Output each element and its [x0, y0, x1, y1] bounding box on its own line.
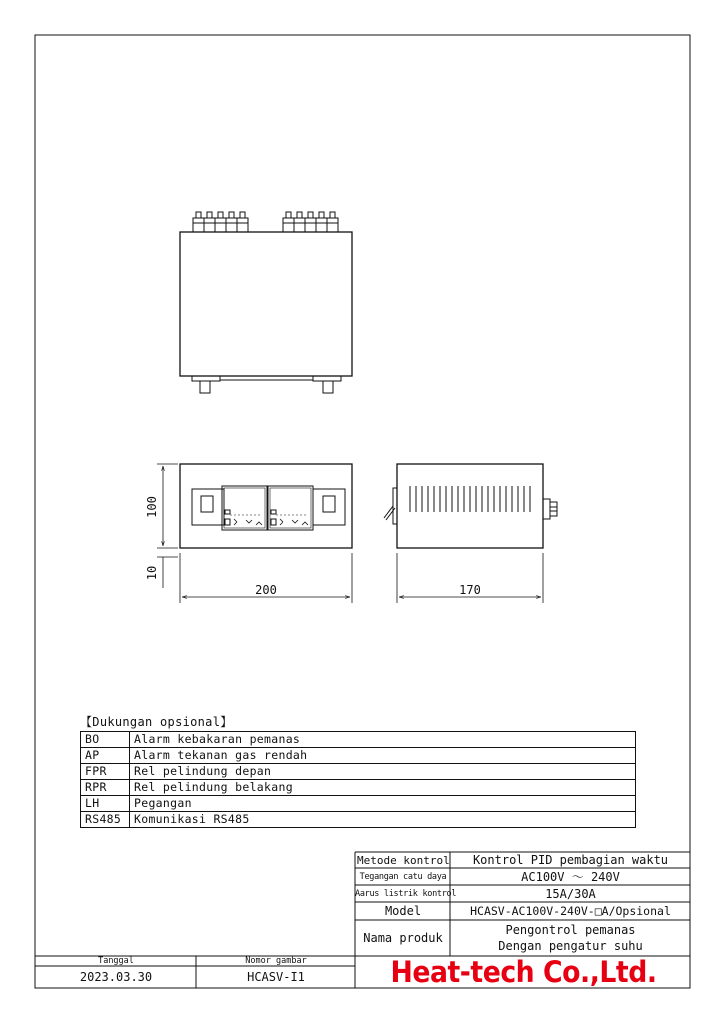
power-switch-left — [192, 489, 224, 525]
date-value: 2023.03.30 — [79, 970, 153, 984]
option-desc: Alarm kebakaran pemanas — [130, 732, 636, 748]
control-method-value: Kontrol PID pembagian waktu — [472, 853, 669, 867]
temperature-controller-2 — [268, 486, 313, 530]
dim-depth-label: 170 — [459, 583, 481, 597]
option-desc: Alarm tekanan gas rendah — [130, 748, 636, 764]
current-value: 15A/30A — [545, 887, 596, 901]
dim-base-label: 10 — [145, 565, 159, 581]
current-label: Aarus listrik kontrol — [355, 889, 457, 899]
option-code: AP — [81, 748, 130, 764]
option-desc: Rel pelindung depan — [130, 764, 636, 780]
dim-height-label: 100 — [145, 496, 159, 518]
options-table — [80, 731, 636, 828]
control-method-label: Metode kontrol — [357, 854, 450, 867]
top-view-body — [180, 232, 352, 376]
terminal-block-right — [283, 212, 338, 232]
model-label: Model — [384, 904, 422, 918]
front-view-body — [180, 464, 352, 548]
date-label: Tanggal — [98, 956, 134, 966]
options-title: 【Dukungan opsional】 — [80, 715, 233, 729]
voltage-label: Tegangan catu daya — [359, 872, 447, 882]
ventilation-slots — [410, 486, 530, 512]
option-code: BO — [81, 732, 130, 748]
option-desc: Rel pelindung belakang — [130, 780, 636, 796]
sheet-border — [35, 35, 690, 988]
top-view — [180, 212, 352, 393]
temperature-controller-1 — [222, 486, 267, 530]
option-code: LH — [81, 796, 130, 812]
table-row — [81, 780, 636, 796]
model-value: HCASV-AC100V-240V-□A/Opsional — [470, 904, 671, 918]
option-code: RS485 — [81, 812, 130, 828]
dim-width-label: 200 — [255, 583, 277, 597]
table-row — [81, 796, 636, 812]
option-desc: Komunikasi RS485 — [130, 812, 636, 828]
product-name-line2: Dengan pengatur suhu — [498, 939, 643, 953]
table-row — [81, 748, 636, 764]
side-view — [384, 464, 557, 548]
option-code: RPR — [81, 780, 130, 796]
terminal-block-left — [193, 212, 248, 232]
drawing-number-label: Nomor gambar — [245, 956, 307, 966]
table-row — [81, 812, 636, 828]
product-name-label: Nama produk — [363, 931, 443, 945]
option-code: FPR — [81, 764, 130, 780]
product-name-line1: Pengontrol pemanas — [505, 923, 636, 937]
company-logo: Heat-tech Co.,Ltd. — [390, 955, 657, 989]
power-switch-right — [313, 489, 345, 525]
table-row — [81, 732, 636, 748]
front-view — [180, 464, 352, 548]
voltage-value: AC100V ～ 240V — [521, 870, 620, 884]
drawing-number-value: HCASV-I1 — [247, 970, 305, 984]
option-desc: Pegangan — [130, 796, 636, 812]
table-row — [81, 764, 636, 780]
